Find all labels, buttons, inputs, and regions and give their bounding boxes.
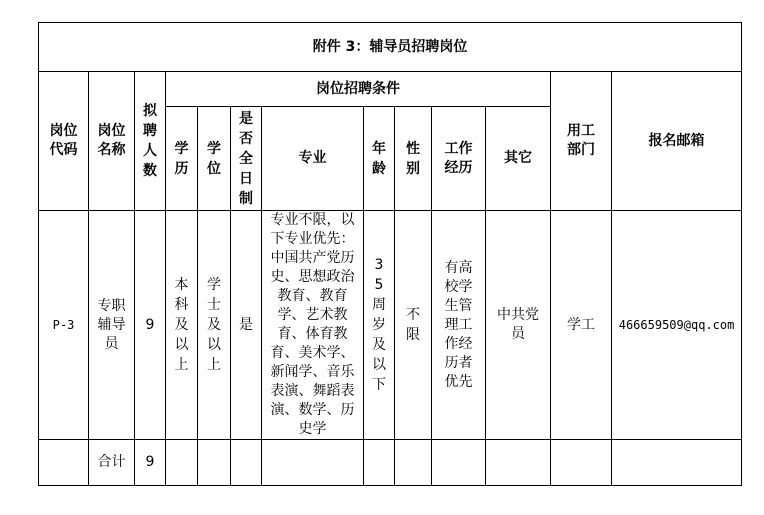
header-experience: 工作经历 <box>432 107 486 211</box>
cell-other: 中共党员 <box>486 211 551 440</box>
total-empty <box>39 440 89 486</box>
cell-gender: 不限 <box>395 211 432 440</box>
cell-post-name: 专职辅导员 <box>89 211 135 440</box>
header-full-time: 是否全日制 <box>231 107 262 211</box>
cell-education: 本科及以上 <box>166 211 198 440</box>
cell-experience: 有高校学生管理工作经历者优先 <box>432 211 486 440</box>
header-department: 用工部门 <box>551 72 612 211</box>
cell-major: 专业不限，以下专业优先：中国共产党历史、思想政治教育、教育学、艺术教育、体育教育、美术学、新闻学、音乐表演、舞蹈表演、数学、历史学 <box>262 211 364 440</box>
cell-degree: 学士及以上 <box>198 211 231 440</box>
header-conditions: 岗位招聘条件 <box>166 72 551 107</box>
total-label: 合计 <box>89 440 135 486</box>
table-row-total <box>39 440 742 486</box>
header-major: 专业 <box>262 107 364 211</box>
cell-post-code: P-3 <box>39 211 89 440</box>
table-title: 附件 3：辅导员招聘岗位 <box>39 23 742 72</box>
header-gender: 性别 <box>395 107 432 211</box>
cell-department: 学工 <box>551 211 612 440</box>
total-num-hires: 9 <box>135 440 166 486</box>
header-email: 报名邮箱 <box>612 72 742 211</box>
cell-email: 466659509@qq.com <box>612 211 742 440</box>
header-education: 学历 <box>166 107 198 211</box>
table-row <box>39 211 742 440</box>
header-degree: 学位 <box>198 107 231 211</box>
header-num-hires: 拟聘人数 <box>135 72 166 211</box>
header-age: 年龄 <box>364 107 395 211</box>
cell-full-time: 是 <box>231 211 262 440</box>
recruitment-table <box>38 22 742 486</box>
header-post-name: 岗位名称 <box>89 72 135 211</box>
header-other: 其它 <box>486 107 551 211</box>
header-post-code: 岗位代码 <box>39 72 89 211</box>
cell-age: 35周岁及以下 <box>364 211 395 440</box>
recruitment-document <box>38 22 741 486</box>
cell-num-hires: 9 <box>135 211 166 440</box>
